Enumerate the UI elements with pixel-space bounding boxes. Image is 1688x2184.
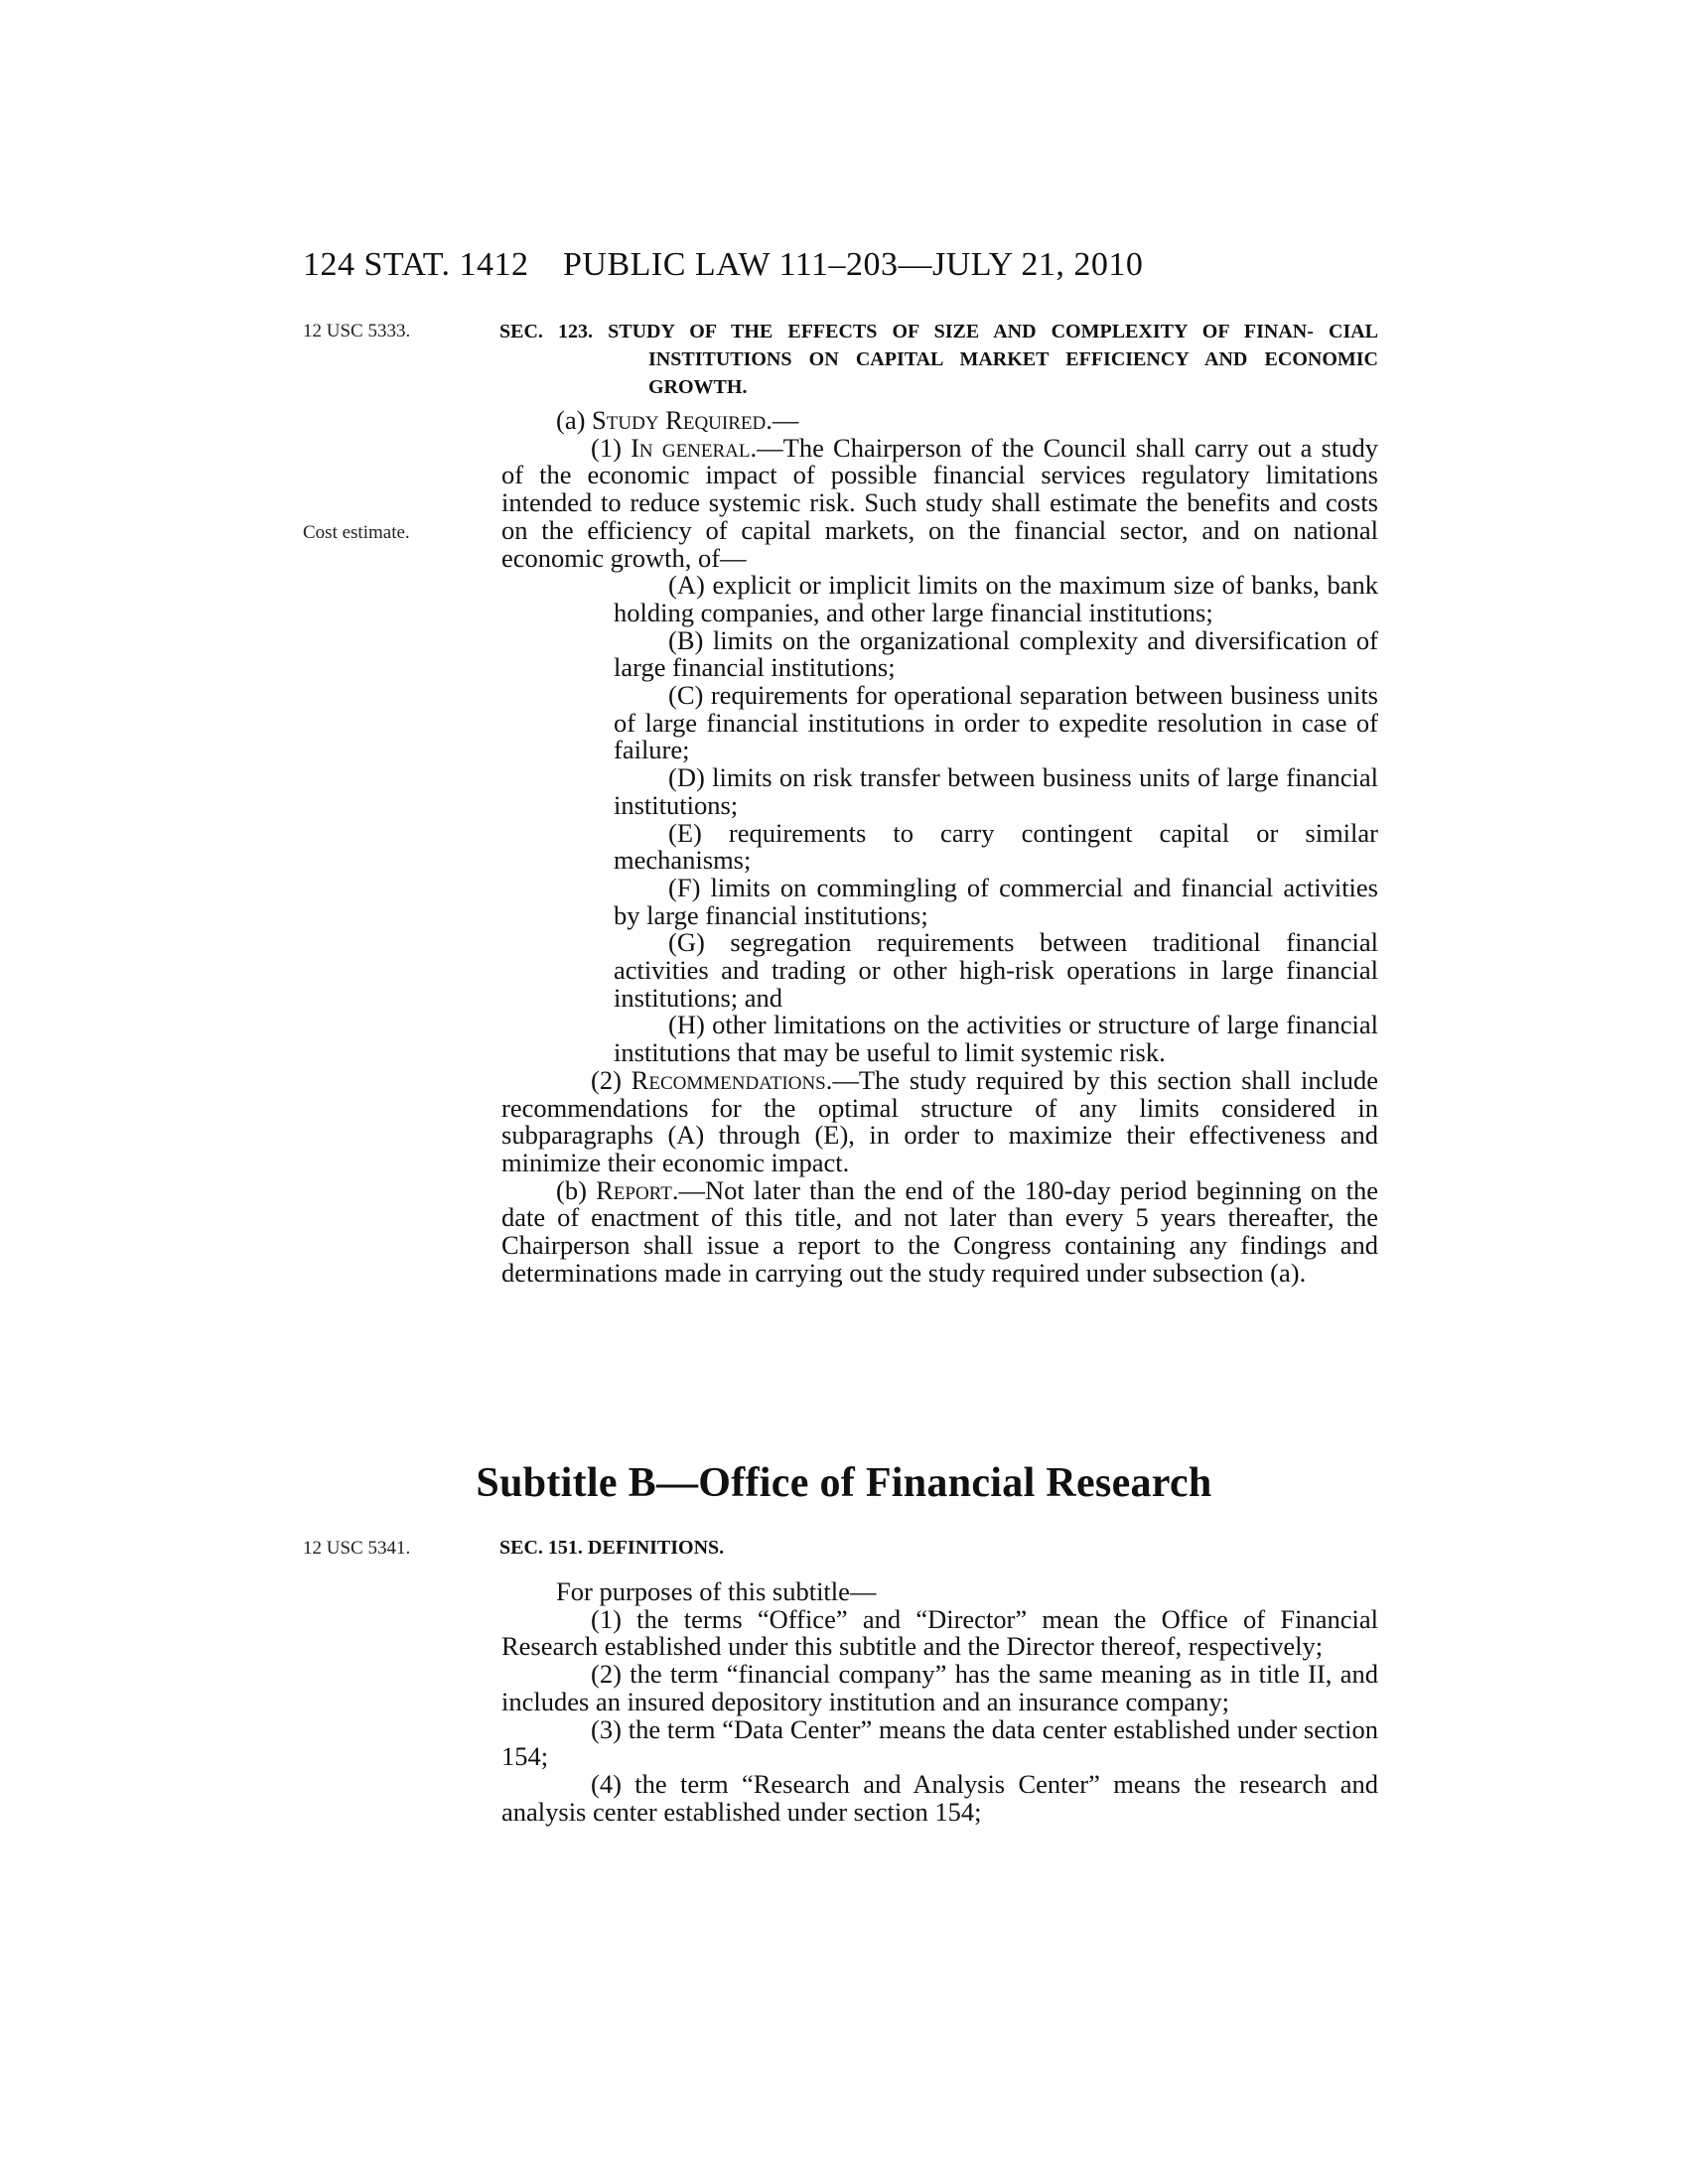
section-123-heading-line1: SEC. 123. STUDY OF THE EFFECTS OF SIZE AND COMPLEXITY OF FINAN- <box>499 321 1314 342</box>
subparagraph-b: (B) limits on the organizational complexity and diversification of large financial institutions; <box>614 624 1378 683</box>
subsection-a-heading <box>501 407 1378 435</box>
section-151-heading: SEC. 151. DEFINITIONS. <box>499 1537 725 1559</box>
definitions-intro: For purposes of this subtitle— <box>556 1576 877 1606</box>
margin-note-usc-5333: 12 USC 5333. <box>303 321 411 341</box>
subsection-b-text: .—Not later than the end of the 180-day period beginning on the date of enactment of this title, and not later than every 5 years thereafter, the Chairperson shall issue a report to the Congress containing any findings and determinations made in carrying out the study required under subsection (a). <box>501 1174 1378 1288</box>
subsection-b-title: Report <box>596 1174 672 1205</box>
definition-4: (4) the term “Research and Analysis Center” means the research and analysis center established under section 154; <box>501 1768 1378 1827</box>
section-123-body <box>501 407 1378 1288</box>
paragraph-1-label: (1) <box>591 432 632 463</box>
subparagraph-a: (A) explicit or implicit limits on the maximum size of banks, bank holding companies, and other large financial institutions; <box>614 570 1378 627</box>
subtitle-b-heading: Subtitle B—Office of Financial Research <box>476 1460 1212 1506</box>
paragraph-2-title: Recommendations <box>631 1064 826 1095</box>
subparagraph-f: (F) limits on commingling of commercial and financial activities by large financial institutions; <box>614 872 1378 930</box>
paragraph-1-title: In general <box>631 432 751 463</box>
definition-3: (3) the term “Data Center” means the data center established under section 154; <box>501 1713 1378 1772</box>
subsection-b-label: (b) <box>556 1174 597 1205</box>
paragraph-1-text: .—The Chairperson of the Council shall carry out a study of the economic impact of possible financial services regulatory limitations intended to reduce systemic risk. Such study shall estimate the benefits and costs on the efficiency of capital markets, on the financial sector, and on national economic growth, of— <box>501 432 1379 573</box>
subparagraph-d: (D) limits on risk transfer between business units of large financial institutions; <box>614 762 1378 820</box>
paragraph-2-text: .—The study required by this section shall include recommendations for the optimal structure of any limits considered in subparagraphs (A) through (E), in order to maximize their effectiveness and minimize their economic impact. <box>501 1064 1379 1177</box>
section-123-heading-text <box>499 318 1378 401</box>
paragraph-1 <box>501 432 1379 573</box>
subparagraph-e: (E) requirements to carry contingent capital or similar mechanisms; <box>614 817 1378 876</box>
subsection-a-title: Study Required <box>592 405 767 435</box>
subparagraph-g: (G) segregation requirements between traditional financial activities and trading or other high-risk operations in large financial institutions; and <box>614 927 1378 1013</box>
subsection-a-label: (a) <box>556 405 593 435</box>
margin-note-cost-estimate: Cost estimate. <box>303 522 410 543</box>
subparagraph-h: (H) other limitations on the activities or structure of large financial institutions that may be useful to limit systemic risk. <box>614 1010 1378 1068</box>
paragraph-2 <box>501 1064 1379 1177</box>
margin-note-usc-5341: 12 USC 5341. <box>303 1538 411 1559</box>
running-head: PUBLIC LAW 111–203—JULY 21, 2010 <box>563 246 1144 283</box>
section-123-heading <box>499 318 1378 401</box>
subsection-b <box>501 1174 1378 1288</box>
subsection-a-dash: .— <box>766 405 799 435</box>
subparagraph-c: (C) requirements for operational separation between business units of large financial institutions in order to expedite resolution in case of failure; <box>614 680 1378 765</box>
paragraph-2-label: (2) <box>591 1064 632 1095</box>
definition-2: (2) the term “financial company” has the same meaning as in title II, and includes an insured depository institution and an insurance company; <box>501 1659 1378 1716</box>
section-151-body <box>501 1578 1378 1826</box>
page-header <box>0 246 1688 286</box>
definition-1: (1) the terms “Office” and “Director” mean the Office of Financial Research established under this subtitle and the Director thereof, respectively; <box>501 1603 1378 1662</box>
section-123-heading-line2: CIAL INSTITUTIONS ON CAPITAL MARKET EFFICIENCY AND ECONOMIC GROWTH. <box>648 321 1379 398</box>
page-number: 124 STAT. 1412 <box>303 246 529 283</box>
